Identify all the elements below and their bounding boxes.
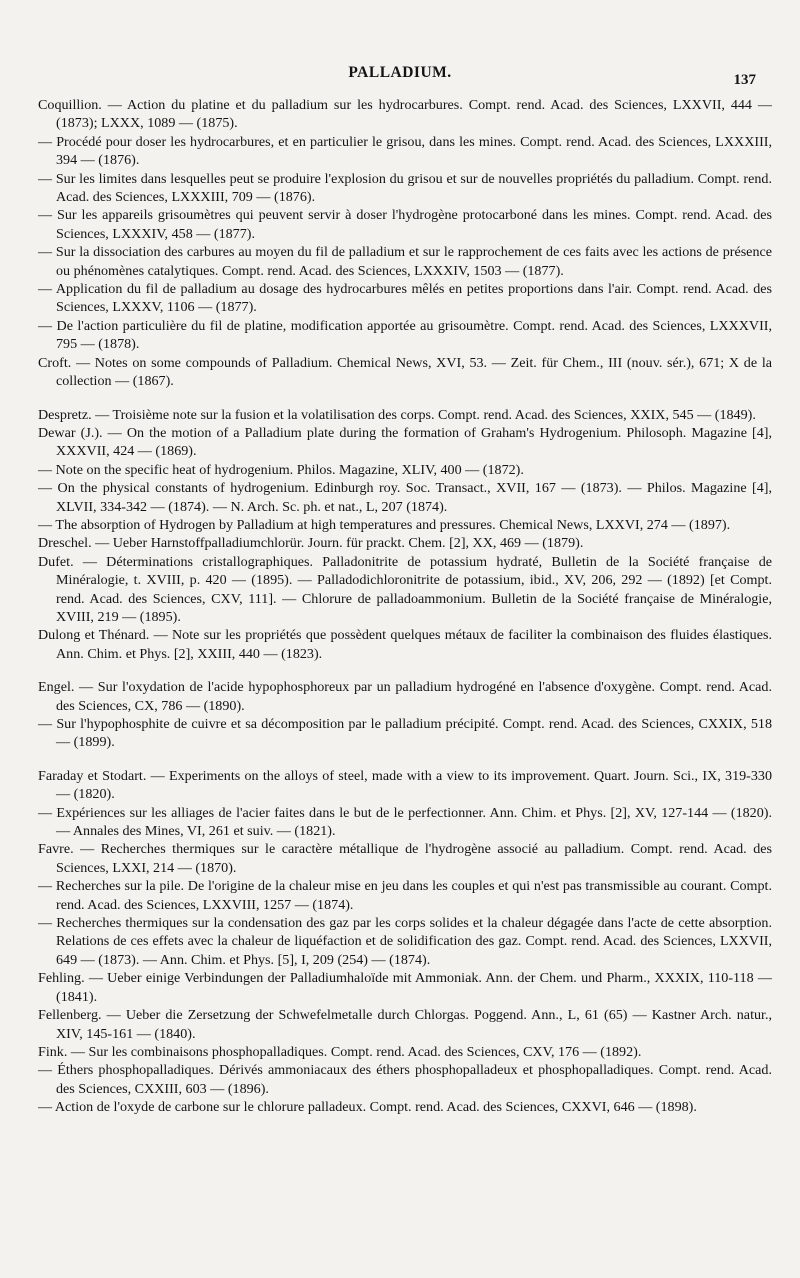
bibliography-entry: Dewar (J.). — On the motion of a Palladium plate during the formation of Graham's Hydrogenium. Philosoph. Magazine [4], XXXVII, 424 — (1869). — [38, 424, 772, 460]
bibliography-entry: — On the physical constants of hydrogenium. Edinburgh roy. Soc. Transact., XVII, 167 — (1873). — Philos. Magazine [4], XLVII, 334-342 — (1874). — N. Arch. Sc. ph. et nat., L, 207 (1874). — [38, 480, 772, 515]
bibliography-entry: — Expériences sur les alliages de l'acier faites dans le but de le perfectionner. Ann. Chim. et Phys. [2], XV, 127-144 — (1820). — Annales des Mines, VI, 261 et suiv. — (1821). — [38, 804, 772, 840]
bibliography-entry: Dulong et Thénard. — Note sur les propriétés que possèdent quelques métaux de faciliter la combinaison des fluides élastiques. Ann. Chim. et Phys. [2], XXIII, 440 — (1823). — [38, 627, 772, 662]
bibliography-entry: Dufet. — Déterminations cristallographiques. Palladonitrite de potassium hydraté, Bulletin de la Société française de Minéralogie, t. XVIII, p. 420 — (1895). — Palladodichloronitrite de potassium, ibid., XV, 206, 292 — (1892) [et Compt. rend. Acad. des Sciences, CXV, 111]. — Chlorure de palladoammonium. Bulletin de la Société française de Minéralogie, XVIII, 219 — (1895). — [38, 553, 772, 625]
bibliography-entry: — Procédé pour doser les hydrocarbures, et en particulier le grisou, dans les mines. Compt. rend. Acad. des Sciences, LXXXIII, 394 — (1876). — [38, 133, 772, 169]
bibliography-entry: — Sur les appareils grisoumètres qui peuvent servir à doser l'hydrogène protocarboné dans les mines. Compt. rend. Acad. des Sciences, LXXXIV, 458 — (1877). — [38, 207, 772, 242]
bibliography-entry: — Recherches thermiques sur la condensation des gaz par les corps solides et la chaleur dégagée dans l'acte de cette absorption. Relations de ces effets avec la chaleur de liquéfaction et de solidification des gaz. Compt. rend. Acad. des Sciences, LXXVII, 649 — (1873). — Ann. Chim. et Phys. [5], I, 209 (254) — (1874). — [38, 915, 772, 968]
bibliography-list — [38, 96, 772, 1117]
bibliography-entry: — Sur l'hypophosphite de cuivre et sa décomposition par le palladium précipité. Compt. rend. Acad. des Sciences, CXXIX, 518 — (1899). — [38, 716, 772, 751]
page-number: 137 — [733, 72, 756, 88]
bibliography-entry: Faraday et Stodart. — Experiments on the alloys of steel, made with a view to its improvement. Quart. Journ. Sci., IX, 319-330 — (1820). — [38, 767, 772, 803]
bibliography-entry: — Note on the specific heat of hydrogenium. Philos. Magazine, XLIV, 400 — (1872). — [38, 461, 524, 478]
bibliography-entry: — Recherches sur la pile. De l'origine de la chaleur mise en jeu dans les couples et qui n'est pas transmissible au courant. Compt. rend. Acad. des Sciences, LXXVIII, 1257 — (1874). — [38, 878, 772, 913]
bibliography-entry: Fehling. — Ueber einige Verbindungen der Palladiumhaloïde mit Ammoniak. Ann. der Chem. und Pharm., XXXIX, 110-118 — (1841). — [38, 970, 772, 1005]
section-gap — [38, 752, 772, 767]
section-gap — [38, 663, 772, 678]
bibliography-entry: — Action de l'oxyde de carbone sur le chlorure palladeux. Compt. rend. Acad. des Sciences, CXXVI, 646 — (1898). — [38, 1099, 697, 1116]
bibliography-entry: — Sur la dissociation des carbures au moyen du fil de palladium et sur le rapprochement de ces faits avec les actions de présence ou phénomènes catalytiques. Compt. rend. Acad. des Sciences, LXXXIV, 1503 — (1877). — [38, 244, 772, 279]
bibliography-entry: — De l'action particulière du fil de platine, modification apportée au grisoumètre. Compt. rend. Acad. des Sciences, LXXXVII, 795 — (1878). — [38, 317, 772, 353]
page-header — [30, 64, 770, 90]
bibliography-entry: Favre. — Recherches thermiques sur le caractère métallique de l'hydrogène associé au palladium. Compt. rend. Acad. des Sciences, LXXI, 214 — (1870). — [38, 841, 772, 876]
bibliography-entry: Croft. — Notes on some compounds of Palladium. Chemical News, XVI, 53. — Zeit. für Chem., III (nouv. sér.), 671; X de la collection — (1867). — [38, 354, 772, 390]
bibliography-entry: — Éthers phosphopalladiques. Dérivés ammoniacaux des éthers phosphopalladeux et phosphopalladiques. Compt. rend. Acad. des Sciences, CXXIII, 603 — (1896). — [38, 1062, 772, 1097]
bibliography-entry: — The absorption of Hydrogen by Palladium at high temperatures and pressures. Chemical News, LXXVI, 274 — (1897). — [38, 516, 731, 533]
bibliography-entry: — Sur les limites dans lesquelles peut se produire l'explosion du grisou et sur de nouvelles propriétés du palladium. Compt. rend. Acad. des Sciences, LXXXIII, 709 — (1876). — [38, 170, 772, 206]
bibliography-entry: Fellenberg. — Ueber die Zersetzung der Schwefelmetalle durch Chlorgas. Poggend. Ann., L, 61 (65) — Kastner Arch. natur., XIV, 145-161 — (1840). — [38, 1007, 772, 1042]
section-gap — [38, 391, 772, 406]
bibliography-entry: Fink. — Sur les combinaisons phosphopalladiques. Compt. rend. Acad. des Sciences, CXV, 176 — (1892). — [38, 1043, 642, 1060]
bibliography-entry: Dreschel. — Ueber Harnstoffpalladiumchlorür. Journ. für prackt. Chem. [2], XX, 469 — (1879). — [38, 535, 584, 552]
running-title: PALLADIUM. — [348, 64, 452, 81]
bibliography-entry: Despretz. — Troisième note sur la fusion et la volatilisation des corps. Compt. rend. Acad. des Sciences, XXIX, 545 — (1849). — [38, 406, 756, 423]
bibliography-entry: — Application du fil de palladium au dosage des hydrocarbures mêlés en petites proportions dans l'air. Compt. rend. Acad. des Sciences, LXXXV, 1106 — (1877). — [38, 281, 772, 316]
bibliography-entry: Coquillion. — Action du platine et du palladium sur les hydrocarbures. Compt. rend. Acad. des Sciences, LXXVII, 444 — (1873); LXXX, 1089 — (1875). — [38, 97, 772, 132]
bibliography-entry: Engel. — Sur l'oxydation de l'acide hypophosphoreux par un palladium hydrogéné en l'absence d'oxygène. Compt. rend. Acad. des Sciences, CX, 786 — (1890). — [38, 679, 772, 714]
